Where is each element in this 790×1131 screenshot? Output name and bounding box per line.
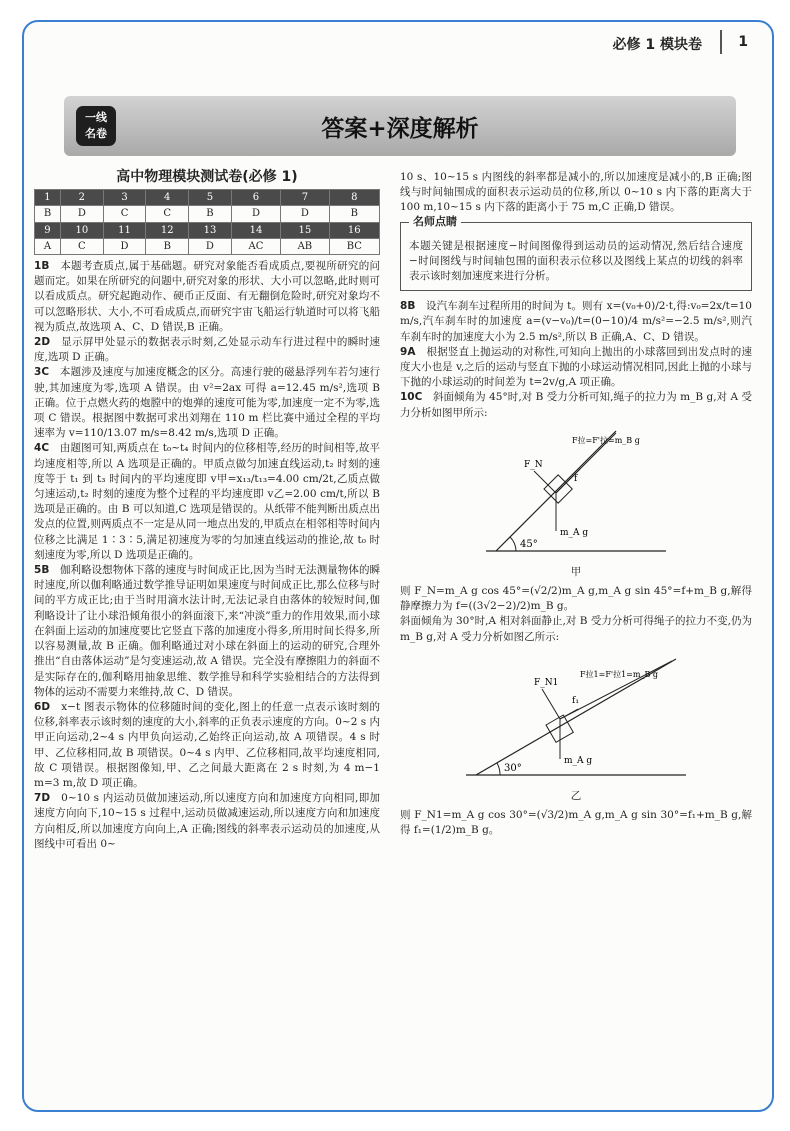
mg-label-1: m_A g [560,527,589,538]
fn-label-1: F_N [524,459,543,470]
answer-6: 6D x−t 图表示物体的位移随时间的变化,图上的任意一点表示该时刻的位移,斜率表示该时刻的速度的大小,斜率的正负表示速度的方向。0~2 s 内甲正向运动,2~4 s 内甲负向运动,乙始终正向运动,故 A 项错误。4 s 时甲、乙位移相同,故 B 项错误。0~4 s 内甲、乙位移相同,故平均速度相同,故 C 项错误。根据图像知,甲、乙之间最大距离在 2 s 时刻,为 4 m−1 m=3 m,故 D 项正确。 [34,700,381,789]
figure-caption-1: 甲 [570,565,582,578]
answer-10-part2: 则 F_N=m_A g cos 45°=(√2/2)m_A g,m_A g sin 45°=f+m_B g,解得静摩擦力为 f=((3√2−2)/2)m_B g。 [400,585,752,613]
qans-1: B [41,260,50,273]
logo-line2: 名卷 [85,127,107,140]
normal-arrow-2 [542,689,560,719]
angle-arc-1 [510,537,516,551]
page-number: 1 [738,34,748,50]
answer-7-continued: 10 s、10~15 s 内图线的斜率都是减小的,所以加速度是减小的,B 正确;图线与时间轴围成的面积表示运动员的位移,所以 0~10 s 内下落的距离大于 100 m,10~15 s 内下落的距离小于 75 m,C 正确,D 错误。 [400,171,752,214]
header-divider [720,30,722,54]
f-label-2: f₁ [572,695,579,706]
figure-caption-2: 乙 [570,789,582,802]
answer-8: 8B 设汽车刹车过程所用的时间为 t。则有 x=(v₀+0)/2·t,得:v₀=2x/t=10 m/s,汽车刹车时的加速度 a=(v−v₀)/t=(0−10)/4 m/s²=−2.5 m/s²,则汽车刹车时的加速度大小为 2.5 m/s²,所以 B 正确,A、C、D 错误。 [400,300,752,343]
tip-text: 本题关键是根据速度−时间图像得到运动员的运动情况,然后结合速度−时间图线与时间轴包围的面积表示位移以及图线上某点的切线的斜率表示该时刻加速度来进行分析。 [409,239,743,283]
tip-box [400,214,752,292]
answer-9: 9A 根据竖直上抛运动的对称性,可知向上抛出的小球落回到出发点时的速度大小也是 v,之后的运动与竖直下抛的小球运动情况相同,因此上抛的小球与下抛的小球运动的时间差为 t=2v/g,A 项正确。 [400,345,752,389]
logo-line1: 一线 [85,111,107,124]
answer-10: 10C 斜面倾角为 45°时,对 B 受力分析可知,绳子的拉力为 m_B g,对 A 受力分析如图甲所示: [400,391,752,419]
angle-label-1: 45° [520,538,538,550]
fn-label-2: F_N1 [534,677,559,688]
left-column [34,170,380,852]
right-column [400,170,752,838]
angle-label-2: 30° [504,762,522,774]
answer-4: 4C 由题图可知,两质点在 t₀~t₄ 时间内的位移相等,经历的时间相等,故平均速度相等,所以 A 选项是正确的。甲质点做匀加速直线运动,t₂ 时刻的速度等于 t₁ 到 t₃ 时间内的平均速度即 v甲=x₁₃/t₁₃=4.00 cm/2t,乙质点做匀速运动,t₂ 时刻的速度为整个过程的平均速度即 v乙=2.00 cm/t,所以 B 选项是正确的。由 B 可以知道,C 选项是错误的。从纸带不能判断出质点出发点的位置,则两质点不一定是从同一地点出发的,甲质点在相邻相等时间内位移之比满足 1∶3∶5,满足初速度为零的匀加速直线运动的推论,故 t₀ 时刻速度为零,所以 D 选项是正确的。 [34,442,381,561]
exam-title: 高中物理模块测试卷(必修 1) [116,169,298,185]
page [22,20,774,1112]
answer-7: 7D 0~10 s 内运动员做加速运动,所以速度方向和加速度方向相同,即加速度方向向下,10~15 s 过程中,运动员做减速运动,所以速度方向和加速度方向相反,所以加速度方向向上,A 正确;图线的斜率表示运动员的加速度,从图线中可看出 0~ [34,792,381,850]
tip-title: 名师点睛 [409,214,461,229]
banner-title: 答案+深度解析 [321,116,479,142]
book-title: 必修 1 模块卷 [612,37,702,53]
answer-table: 1 2 3 4 5 6 7 8 B D C C B D D B 9 10 11 12 13 14 15 16 A C D B D AC AB BC [34,189,380,255]
f-label-1: f [574,473,578,484]
answer-3: 3C 本题涉及速度与加速度概念的区分。高速行驶的磁悬浮列车若匀速行驶,其加速度为零,选项 A 错误。由 v²=2ax 可得 a=12.45 m/s²,选项 B 正确。位于点燃火药的炮膛中的炮弹的速度可能为零,加速度一定不为零,选项 C 错误。根据图中数据可求出刘翔在 110 m 栏比赛中通过全程的平均速率为 v=110/13.07 m/s=8.42 m/s,选项 D 正确。 [34,366,381,440]
qnum-1: 1 [34,260,42,273]
section-banner [64,96,736,156]
force-diagram-30 [456,647,696,787]
answer-10-part3: 斜面倾角为 30°时,A 相对斜面静止,对 B 受力分析可得绳子的拉力不变,仍为 m_B g,对 A 受力分析如图乙所示: [400,615,752,643]
force-diagram-45 [476,423,676,563]
answer-2: 2D 显示屏甲处显示的数据表示时刻,乙处显示动车行进过程中的瞬时速度,选项 D 正确。 [34,336,380,364]
incline-45 [496,431,616,551]
ft-label-1: F拉=F'拉=m_B g [572,435,640,445]
answer-1: 1B 本题考查质点,属于基础题。研究对象能否看成质点,要视所研究的问题而定。如果在所研究的问题中,研究对象的形状、大小可以忽略,此时则可以看成质点。研究起跑动作、硬币正反面、有无翻倒危险时,研究对象均不可以忽略形状、大小,不可看成质点,而研究宇宙飞船运行轨道时可以将飞船视为质点,故选项 A、C、D 错误,B 正确。 [34,260,380,333]
answer-5: 5B 伽利略设想物体下落的速度与时间成正比,因为当时无法测量物体的瞬时速度,所以伽利略通过数学推导证明如果速度与时间成正比,那么位移与时间的平方成正比;由于当时用滴水法计时,无法记录自由落体的较短时间,伽利略设计了让小球沿倾角很小的斜面滚下,来“冲淡”重力的作用效果,而小球在斜面上运动的加速度要比它竖直下落的加速度小得多,所用时间长得多,所以容易测量,故 B 正确。伽利略通过对小球在斜面上的运动的研究,合理外推出“自由落体运动”是匀变速运动,故 A 错误。完全没有摩擦阻力的斜面不是实际存在的,伽利略用抽象思维、数学推导和科学实验相结合的方法得到物体的运动不需要力来维持,故 C、D 错误。 [34,564,381,698]
angle-arc-2 [497,763,500,775]
ft-label-2: F拉1=F'拉1=m_B g [580,669,659,679]
mg-label-2: m_A g [564,755,593,766]
answer-10-part4: 则 F_N1=m_A g cos 30°=(√3/2)m_A g,m_A g sin 30°=f₁+m_B g,解得 f₁=(1/2)m_B g。 [400,809,752,837]
